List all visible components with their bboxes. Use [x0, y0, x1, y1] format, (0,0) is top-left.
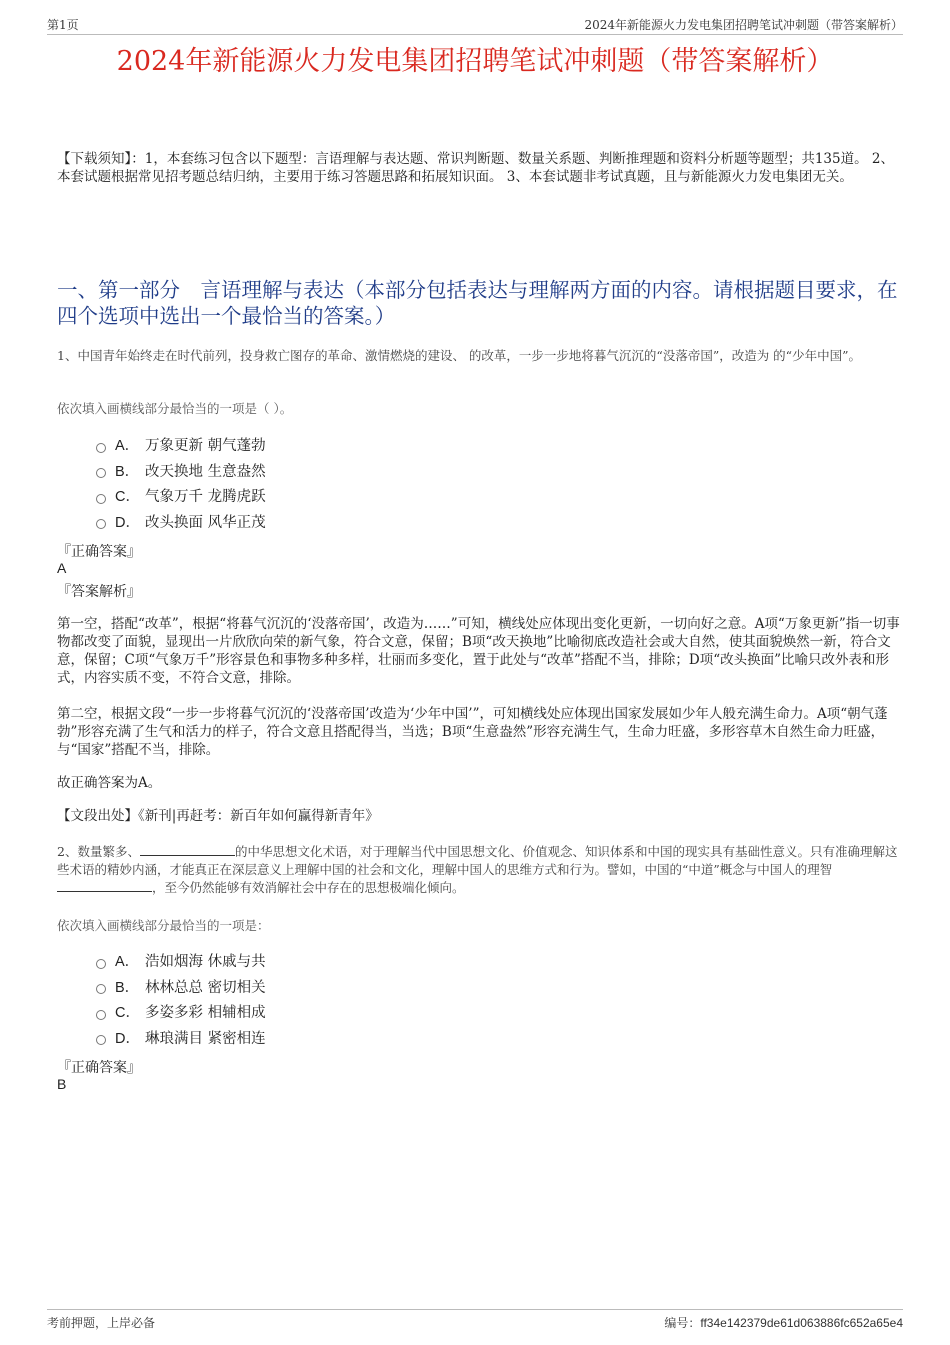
option-a[interactable] [96, 948, 696, 974]
option-a[interactable] [96, 432, 696, 458]
correct-answer: B [57, 1076, 67, 1092]
document-title: 2024年新能源火力发电集团招聘笔试冲刺题（带答案解析） [116, 46, 834, 77]
option-d[interactable] [96, 509, 696, 535]
correct-answer: A [57, 560, 67, 576]
page-number: 第1页 [47, 18, 79, 32]
analysis-paragraph-2: 第二空，根据文段“一步一步将暮气沉沉的‘没落帝国’改造为‘少年中国’”，可知横线处应体现出国家发展如少年人般充满生命力。A项“朝气蓬勃”形容充满了生气和活力的样子，符合文意且搭配得当，当选；B项“生意盎然”形容充满生气，生命力旺盛，多形容草木自然生命力旺盛，与“国家”搭配不当，排除。 [57, 706, 888, 758]
analysis-label: 『答案解析』 [57, 584, 141, 600]
analysis-conclusion: 故正确答案为A。 [57, 775, 162, 791]
radio-button[interactable] [96, 1010, 106, 1020]
question-2-options [96, 948, 696, 1050]
question-1-options [96, 432, 696, 534]
option-text: 林林总总 密切相关 [145, 979, 266, 996]
option-letter: A． [115, 438, 140, 455]
download-notice: 【下载须知】：1，本套练习包含以下题型：言语理解与表达题、常识判断题、数量关系题、判断推理题和资料分析题等题型；共135道。 2、本套试题根据常见招考题总结归纳，主要用于练习答题思路和拓展知识面。 3、本套试题非考试真题，且与新能源火力发电集团无关。 [57, 151, 894, 185]
question-1-stem: 1、中国青年始终走在时代前列，投身救亡图存的革命、激情燃烧的建设、 的改革，一步一步地将暮气沉沉的“没落帝国”，改造为 的“少年中国”。 [57, 348, 861, 363]
option-c[interactable] [96, 999, 696, 1025]
option-text: 改头换面 风华正茂 [145, 514, 266, 531]
source-citation: 【文段出处】《新刊|再赶考：新百年如何赢得新青年》 [57, 808, 379, 824]
option-text: 多姿多彩 相辅相成 [145, 1005, 266, 1022]
radio-button[interactable] [96, 494, 106, 504]
radio-button[interactable] [96, 959, 106, 969]
stem-part: 2、数量繁多、 [57, 844, 140, 859]
option-letter: C． [115, 489, 140, 506]
code-label: 编号： [664, 1316, 701, 1330]
page-header [47, 14, 903, 35]
question-2-stem [57, 843, 902, 897]
option-letter: D． [115, 514, 140, 531]
radio-button[interactable] [96, 468, 106, 478]
question-1-prompt: 依次填入画横线部分最恰当的一项是（ ）。 [57, 401, 293, 416]
option-b[interactable] [96, 974, 696, 1000]
radio-button[interactable] [96, 443, 106, 453]
option-text: 万象更新 朝气蓬勃 [145, 438, 266, 455]
radio-button[interactable] [96, 984, 106, 994]
stem-part: ，至今仍然能够有效消解社会中存在的思想极端化倾向。 [152, 880, 465, 895]
option-letter: A． [115, 954, 140, 971]
option-text: 琳琅满目 紧密相连 [145, 1030, 266, 1047]
fill-blank [57, 879, 152, 892]
option-letter: C． [115, 1005, 140, 1022]
analysis-paragraph-1: 第一空，搭配“改革”，根据“将暮气沉沉的‘没落帝国’，改造为……”可知，横线处应体现出变化更新，一切向好之意。A项“万象更新”指一切事物都改变了面貌，显现出一片欣欣向荣的新气象，符合文意，保留；B项“改天换地”比喻彻底改造社会或大自然，使其面貌焕然一新，符合文意，保留；C项“气象万千”形容景色和事物多种多样，壮丽而多变化，置于此处与“改革”搭配不当，排除；D项“改头换面”比喻只改外表和形式，内容实质不变，不符合文意，排除。 [57, 616, 900, 686]
footer-motto: 考前押题，上岸必备 [47, 1316, 156, 1330]
radio-button[interactable] [96, 1035, 106, 1045]
option-d[interactable] [96, 1025, 696, 1051]
fill-blank [140, 843, 235, 856]
page-footer [47, 1309, 903, 1330]
radio-button[interactable] [96, 519, 106, 529]
option-text: 浩如烟海 休戚与共 [145, 954, 266, 971]
option-letter: B． [115, 463, 140, 480]
option-text: 气象万千 龙腾虎跃 [145, 489, 266, 506]
answer-label: 『正确答案』 [57, 544, 141, 560]
header-doc-title: 2024年新能源火力发电集团招聘笔试冲刺题（带答案解析） [584, 18, 903, 32]
question-2-prompt: 依次填入画横线部分最恰当的一项是： [57, 918, 270, 933]
stem-part: 的中华思想文化术语，对于理解当代中国思想文化、价值观念、知识体系和中国的现实具有基础性意义。只有准确理解这些术语的精妙内涵，才能真正在深层意义上理解中国的社会和文化，理解中国人的思维方式和行为。譬如，中国的“中道”概念与中国人的理智 [57, 844, 898, 877]
answer-label: 『正确答案』 [57, 1060, 141, 1076]
option-letter: B． [115, 979, 140, 996]
document-code [664, 1314, 903, 1331]
code-value: ff34e142379de61d063886fc652a65e4 [700, 1316, 903, 1330]
section-heading: 一、第一部分 言语理解与表达（本部分包括表达与理解两方面的内容。请根据题目要求，在四个选项中选出一个最恰当的答案。） [57, 278, 898, 328]
option-b[interactable] [96, 458, 696, 484]
option-c[interactable] [96, 483, 696, 509]
option-text: 改天换地 生意盎然 [145, 463, 266, 480]
option-letter: D． [115, 1030, 140, 1047]
